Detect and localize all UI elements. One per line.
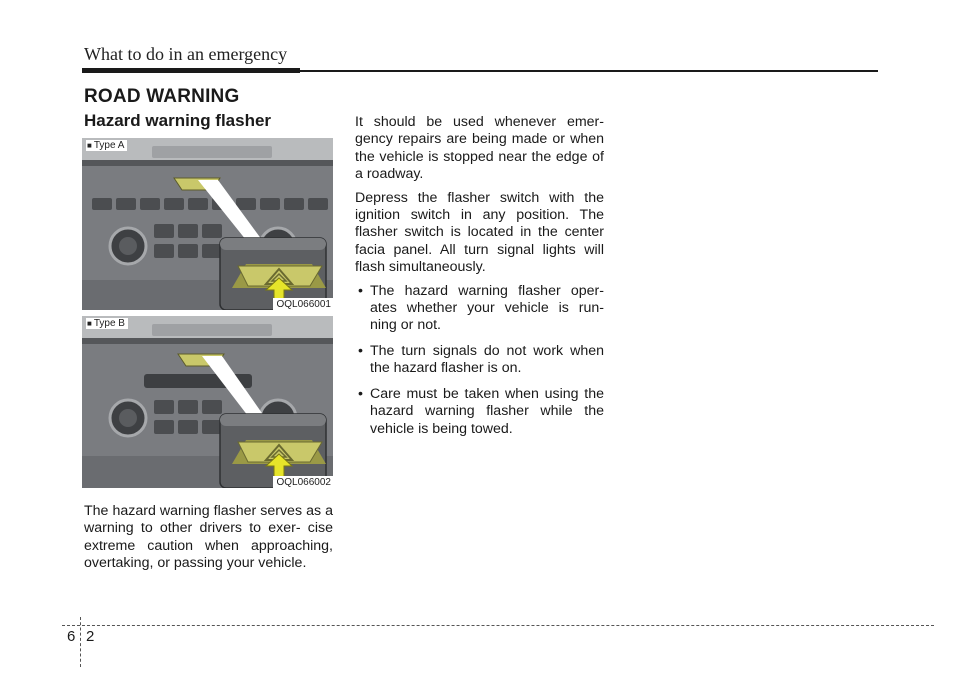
section-title: ROAD WARNING xyxy=(84,86,240,107)
list-item: • The turn signals do not work when the hazard flasher is on. xyxy=(355,343,604,378)
footer-divider xyxy=(80,617,81,667)
figure-code: OQL066002 xyxy=(273,476,334,488)
right-column xyxy=(355,114,604,446)
subsection-title: Hazard warning flasher xyxy=(84,111,272,130)
dashboard-illustration-b xyxy=(82,316,333,488)
header-rule-thin xyxy=(300,70,878,72)
operation-paragraph: Depress the flasher switch with the ignition switch in any position. The flasher switch is located in the center facia panel. All turn signal lights will flash simultaneously. xyxy=(355,189,604,276)
notes-list xyxy=(355,283,604,438)
page-number: 2 xyxy=(86,628,95,645)
header-rule-thick xyxy=(82,68,300,73)
list-item: • The hazard warning flasher oper- ates whether your vehicle is run- ning or not. xyxy=(355,283,604,335)
list-item: • Care must be taken when using the hazard warning flasher while the vehicle is being towed. xyxy=(355,386,604,438)
figure-type-label: ■ Type A xyxy=(86,140,127,151)
chapter-header-title: What to do in an emergency xyxy=(84,44,288,64)
usage-paragraph: It should be used whenever emer- gency repairs are being made or when the vehicle is stopped near the edge of a roadway. xyxy=(355,114,604,183)
dashboard-illustration-a xyxy=(82,138,333,310)
figure-type-a xyxy=(82,138,333,310)
figure-code: OQL066001 xyxy=(273,298,334,310)
footer-rule xyxy=(62,625,934,626)
chapter-number: 6 xyxy=(67,628,76,645)
intro-paragraph: The hazard warning flasher serves as a warning to other drivers to exer- cise extreme caution when approaching, overtaking, or passing your vehicle. xyxy=(84,503,333,572)
figure-type-label: ■ Type B xyxy=(86,318,128,329)
figure-type-b xyxy=(82,316,333,488)
